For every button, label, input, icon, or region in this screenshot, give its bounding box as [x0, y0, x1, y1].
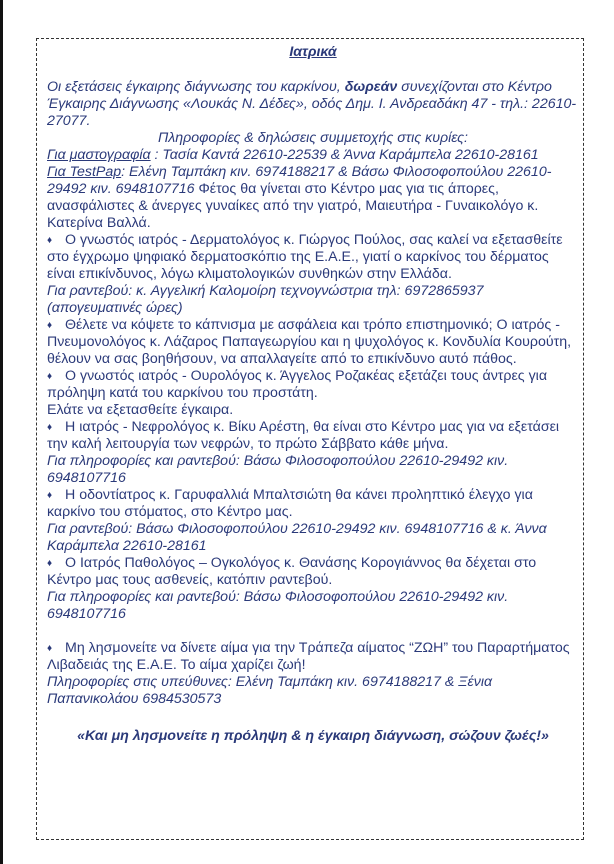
nephrology-text: Η ιατρός - Νεφρολόγος κ. Βίκυ Αρέστη, θα είναι στο Κέντρο μας για να εξετάσει την καλή λειτουργία των νεφρών, το πρώτο Σάββατο κάθε μήνα. [47, 419, 560, 452]
testpap-label: Για TestPap [47, 164, 122, 180]
intro-text-1: Οι εξετάσεις έγκαιρης διάγνωσης του καρκίνου, [47, 79, 345, 95]
blood-donation-contacts: Πληροφορίες στις υπεύθυνες: Ελένη Ταμπάκη κιν. 6974188217 & Ξένια Παπανικολάου 6984530573 [47, 674, 493, 707]
intro-text-2: συνεχίζονται στο Κέντρο Έγκαιρης Διάγνωσης «Λουκάς Ν. Δέδες», οδός Δημ. Ι. Ανδρεαδάκη 47 - τηλ.: 22610-27077. [47, 79, 577, 129]
dermatology-appointment: Για ραντεβού: κ. Αγγελική Καλομοίρη τεχνογνώστρια τηλ: 6972865937 (απογευματινές ώρες) [47, 283, 484, 316]
closing-slogan: «Και μη λησμονείτε η πρόληψη & η έγκαιρη διάγνωση, σώζουν ζωές!» [77, 728, 549, 744]
nephrology-appointment: Για πληροφορίες και ραντεβού: Βάσω Φιλοσοφοπούλου 22610-29492 κιν. 6948107716 [47, 453, 509, 486]
testpap-paragraph [47, 164, 579, 232]
oncology-appointment: Για πληροφορίες και ραντεβού: Βάσω Φιλοσοφοπούλου 22610-29492 κιν. 6948107716 [47, 589, 509, 622]
blood-donation-item [47, 640, 579, 674]
spacer [47, 623, 579, 640]
bullet-icon: ♦ [47, 422, 53, 433]
oncology-text: Ο Ιατρός Παθολόγος – Ογκολόγος κ. Θανάσης Κορογιάννος θα δέχεται στο Κέντρο μας τους ασθενείς, κατόπιν ραντεβού. [47, 555, 537, 588]
page-edge-rule [0, 0, 3, 864]
nephrology-item [47, 419, 579, 453]
smoking-item [47, 317, 579, 368]
bullet-icon: ♦ [47, 235, 53, 246]
bullet-icon: ♦ [47, 320, 53, 331]
testpap-contacts: : Ελένη Ταμπάκη κιν. 6974188217 & Βάσω Φιλοσοφοπούλου 22610-29492 κιν. 6948107716 [47, 164, 552, 197]
dentistry-text: Η οδοντίατρος κ. Γαρυφαλλιά Μπαλτσιώτη θα κάνει προληπτικό έλεγχο για καρκίνο του στόματος, στο Κέντρο μας. [47, 487, 533, 520]
article-title: Ιατρικά [289, 44, 337, 60]
intro-paragraph [47, 79, 579, 130]
mammography-contacts: : Τασία Καντά 22610-22539 & Άννα Καράμπελα 22610-28161 [150, 147, 539, 163]
smoking-text: Θέλετε να κόψετε το κάπνισμα με ασφάλεια και τρόπο επιστημονικό; Ο ιατρός - Πνευμονολόγος κ. Λάζαρος Παπαγεωργίου και η ψυχολόγος κ. Κονδυλία Κουρούτη, θέλουν να σας βοηθήσουν, να απαλλαγείτε από το επικίνδυνο αυτό πάθος. [47, 317, 572, 367]
urology-note: Ελάτε να εξετασθείτε έγκαιρα. [47, 402, 234, 418]
dermatology-text: Ο γνωστός ιατρός - Δερματολόγος κ. Γιώργος Πούλος, σας καλεί να εξετασθείτε στο έγχρωμο ψηφιακό δερματοσκόπιο της Ε.Α.Ε., γιατί ο καρκίνος του δέρματος είναι επικίνδυνος, λόγω κλιματολογικών συνθηκών στην Ελλάδα. [47, 232, 563, 282]
dentistry-appointment: Για ραντεβού: Βάσω Φιλοσοφοπούλου 22610-29492 κιν. 6948107716 & κ. Άννα Καράμπελα 22610-28161 [47, 521, 547, 554]
mammography-label: Για μαστογραφία [47, 147, 151, 163]
bullet-icon: ♦ [47, 371, 53, 382]
bullet-icon: ♦ [47, 490, 53, 501]
bullet-icon: ♦ [47, 558, 53, 569]
mammography-line [47, 147, 579, 164]
oncology-item [47, 555, 579, 589]
dentistry-item [47, 487, 579, 521]
urology-item [47, 368, 579, 402]
info-heading: Πληροφορίες & δηλώσεις συμμετοχής στις κυρίες: [158, 130, 468, 146]
free-word: δωρεάν [344, 79, 398, 95]
blood-donation-text: Μη λησμονείτε να δίνετε αίμα για την Τράπεζα αίματος “ΖΩΗ” του Παραρτήματος Λιβαδειάς της Ε.Α.Ε. Το αίμα χαρίζει ζωή! [47, 640, 570, 673]
bullet-icon: ♦ [47, 643, 53, 654]
urology-text: Ο γνωστός ιατρός - Ουρολόγος κ. Άγγελος Ροζακέας εξετάζει τους άντρες για πρόληψη κατά του καρκίνου του προστάτη. [47, 368, 548, 401]
article-content [47, 44, 579, 745]
dermatology-item [47, 232, 579, 283]
testpap-info: Φέτος θα γίνεται στο Κέντρο μας για τις άπορες, ανασφάλιστες & άνεργες γυναίκες από την γιατρό, Μαιευτήρα - Γυναικολόγο κ. Κατερίνα Βαλλά. [47, 181, 539, 231]
